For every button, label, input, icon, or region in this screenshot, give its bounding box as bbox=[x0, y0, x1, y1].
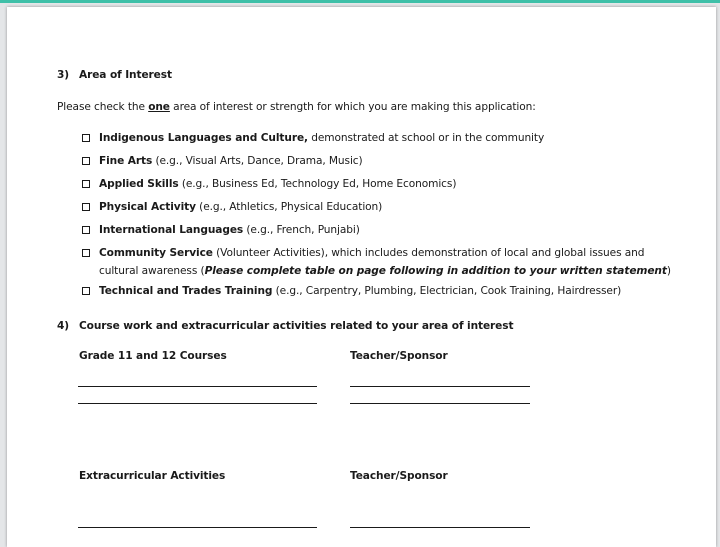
extracurricular-line-1[interactable] bbox=[78, 527, 317, 528]
option-physical-activity bbox=[99, 201, 382, 213]
option-label: Indigenous Languages and Culture, bbox=[99, 132, 308, 144]
extracurricular-teacher-heading: Teacher/Sponsor bbox=[350, 470, 448, 482]
option-label: Applied Skills bbox=[99, 178, 179, 190]
extracurricular-teacher-line-1[interactable] bbox=[350, 527, 530, 528]
option-applied-skills bbox=[99, 178, 456, 190]
option-label: Fine Arts bbox=[99, 155, 153, 167]
courses-heading: Grade 11 and 12 Courses bbox=[79, 350, 227, 362]
option-international-languages bbox=[99, 224, 360, 236]
instructions-text-before: Please check the bbox=[57, 101, 149, 113]
section-3-title: Area of Interest bbox=[79, 69, 172, 81]
courses-line-2[interactable] bbox=[78, 403, 317, 404]
option-description: (e.g., Visual Arts, Dance, Drama, Music) bbox=[152, 155, 363, 167]
option-description: (e.g., Carpentry, Plumbing, Electrician, Cook Training, Hairdresser) bbox=[272, 285, 622, 297]
courses-line-1[interactable] bbox=[78, 386, 317, 387]
section-4-number: 4) bbox=[57, 320, 70, 332]
option-description: cultural awareness ( bbox=[99, 265, 205, 277]
option-label: Physical Activity bbox=[99, 201, 196, 213]
option-community-service-line2 bbox=[99, 265, 671, 277]
window-accent-bar bbox=[0, 0, 720, 3]
extracurricular-heading: Extracurricular Activities bbox=[79, 470, 226, 482]
option-indigenous-languages bbox=[99, 132, 544, 144]
checkbox-technical-trades[interactable] bbox=[82, 287, 90, 295]
option-note: Please complete table on page following in addition to your written statement bbox=[204, 265, 667, 277]
option-label: International Languages bbox=[99, 224, 244, 236]
option-description: (e.g., Athletics, Physical Education) bbox=[195, 201, 383, 213]
instructions-emphasis: one bbox=[148, 101, 170, 113]
option-community-service bbox=[99, 247, 644, 259]
option-description: ) bbox=[666, 265, 671, 277]
courses-teacher-line-1[interactable] bbox=[350, 386, 530, 387]
checkbox-international-languages[interactable] bbox=[82, 226, 90, 234]
option-description: demonstrated at school or in the community bbox=[307, 132, 545, 144]
option-label: Community Service bbox=[99, 247, 213, 259]
section-3-number: 3) bbox=[57, 69, 70, 81]
instructions-text-after: area of interest or strength for which you are making this application: bbox=[169, 101, 536, 113]
option-description: (e.g., Business Ed, Technology Ed, Home Economics) bbox=[178, 178, 457, 190]
section-4-title: Course work and extracurricular activities related to your area of interest bbox=[79, 320, 514, 332]
option-fine-arts bbox=[99, 155, 363, 167]
option-description: (e.g., French, Punjabi) bbox=[243, 224, 360, 236]
document-page bbox=[7, 7, 716, 547]
option-technical-trades bbox=[99, 285, 621, 297]
checkbox-indigenous-languages[interactable] bbox=[82, 134, 90, 142]
option-description: (Volunteer Activities), which includes demonstration of local and global issues and bbox=[212, 247, 645, 259]
checkbox-community-service[interactable] bbox=[82, 249, 90, 257]
checkbox-applied-skills[interactable] bbox=[82, 180, 90, 188]
courses-teacher-line-2[interactable] bbox=[350, 403, 530, 404]
courses-teacher-heading: Teacher/Sponsor bbox=[350, 350, 448, 362]
checkbox-physical-activity[interactable] bbox=[82, 203, 90, 211]
option-label: Technical and Trades Training bbox=[99, 285, 273, 297]
checkbox-fine-arts[interactable] bbox=[82, 157, 90, 165]
section-3-instructions bbox=[57, 101, 536, 113]
